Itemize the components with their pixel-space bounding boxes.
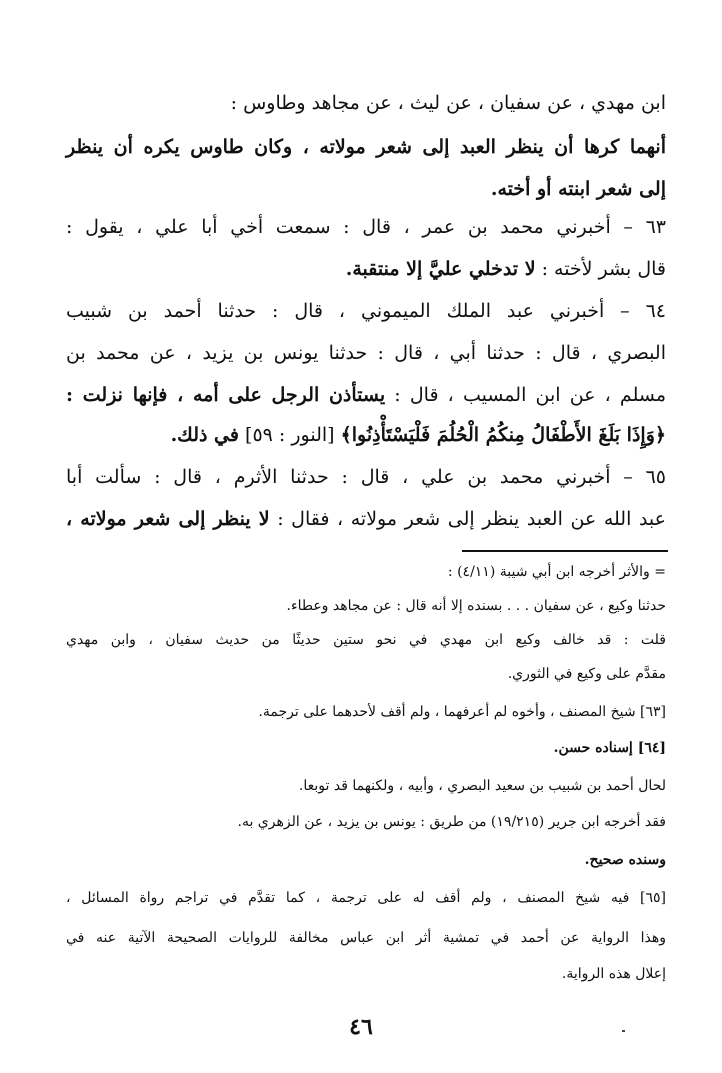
print-mark: [622, 1030, 625, 1032]
footnote-line: فقد أخرجه ابن جرير (١٩/٢١٥) من طريق : يونس بن يزيد ، عن الزهري به.: [237, 814, 666, 830]
verse-reference: [النور : ٥٩]: [238, 424, 341, 446]
footnote-line: قلت : قد خالف وكيع ابن مهدي في نحو ستين حديثًا من حديث سفيان ، وابن مهدي: [66, 632, 666, 648]
footnote-line: إعلال هذه الرواية.: [561, 966, 666, 982]
text-line: [66, 258, 666, 280]
footnote-line: مقدَّم على وكيع في الثوري.: [507, 666, 666, 682]
text-span: مسلم ، عن ابن المسيب ، قال :: [385, 384, 666, 406]
quote-text: في ذلك.: [170, 424, 239, 446]
footnote-line: وسنده صحيح.: [584, 852, 666, 868]
footnote-line: [٦٤] إسناده حسن.: [553, 740, 666, 756]
text-line: ٦٤ – أخبرني عبد الملك الميموني ، قال : حدثنا أحمد بن شبيب: [66, 300, 666, 322]
footnote-line: حدثنا وكيع ، عن سفيان . . . بسنده إلا أنه قال : عن مجاهد وعطاء.: [286, 598, 666, 614]
text-line: أنهما كرها أن ينظر العبد إلى شعر مولاته ، وكان طاوس يكره أن ينظر: [66, 136, 666, 158]
text-line: إلى شعر ابنته أو أخته.: [490, 178, 666, 200]
text-span: قال بشر لأخته :: [535, 258, 666, 280]
page-number: ٤٦: [349, 1014, 373, 1040]
text-line: ٦٥ – أخبرني محمد بن علي ، قال : حدثنا الأثرم ، قال : سألت أبا: [66, 466, 666, 488]
footnote-line: لحال أحمد بن شبيب بن سعيد البصري ، وأبيه ، ولكنهما قد توبعا.: [298, 778, 666, 794]
text-line: ابن مهدي ، عن سفيان ، عن ليث ، عن مجاهد وطاوس :: [230, 92, 666, 114]
text-line: البصري ، قال : حدثنا أبي ، قال : حدثنا يونس بن يزيد ، عن محمد بن: [66, 342, 666, 364]
quran-verse: ﴿وَإِذَا بَلَغَ الأَطْفَالُ مِنكُمُ الْحُلُمَ فَلْيَسْتَأْذِنُوا﴾: [340, 424, 666, 446]
text-line: [66, 424, 666, 446]
quote-text: لا ينظر إلى شعر مولاته ،: [66, 508, 270, 530]
text-line: [66, 508, 666, 530]
footnote-line: [٦٣] شيخ المصنف ، وأخوه لم أعرفهما ، ولم أقف لأحدهما على ترجمة.: [258, 704, 666, 720]
footnote-line: = والأثر أخرجه ابن أبي شيبة (٤/١١) :: [447, 564, 666, 580]
footnote-separator: [462, 550, 668, 552]
text-line: [66, 384, 666, 406]
quote-text: يستأذن الرجل على أمه ، فإنها نزلت :: [66, 384, 386, 406]
quote-text: لا تدخلي عليَّ إلا منتقبة.: [345, 258, 536, 280]
text-line: ٦٣ – أخبرني محمد بن عمر ، قال : سمعت أخي أبا علي ، يقول :: [66, 216, 666, 238]
text-span: عبد الله عن العبد ينظر إلى شعر مولاته ، فقال :: [269, 508, 666, 530]
footnote-line: وهذا الرواية عن أحمد في تمشية أثر ابن عباس مخالفة للروايات الصحيحة الآتية عنه في: [66, 930, 666, 946]
footnote-line: [٦٥] فيه شيخ المصنف ، ولم أقف له على ترجمة ، كما تقدَّم في تراجم رواة المسائل ،: [66, 890, 666, 906]
